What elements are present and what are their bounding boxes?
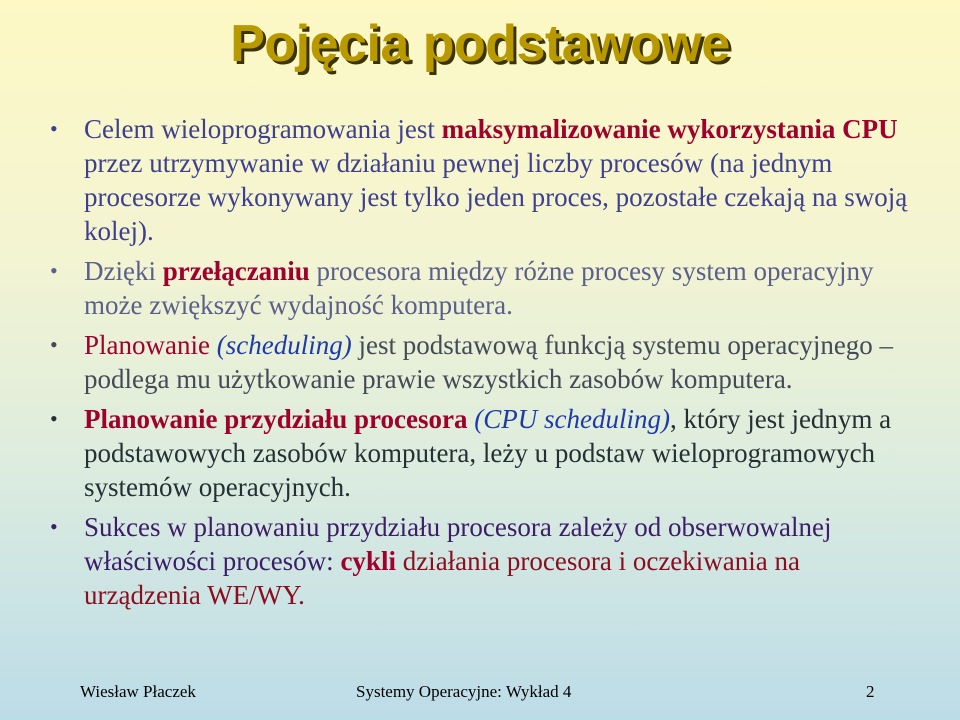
bullet-highlight: cykli <box>340 546 396 576</box>
bullet-text: procesora między różne procesy system operacyjny może zwiększyć wydajność komputera. <box>84 256 874 320</box>
bullet-icon: • <box>50 514 58 539</box>
bullet-icon: • <box>50 116 58 141</box>
bullet-highlight: przełączaniu <box>162 256 310 286</box>
bullet-text: Celem wieloprogramowania jest <box>84 114 442 144</box>
footer-page-number: 2 <box>866 682 875 701</box>
bullet-italic: (CPU scheduling) <box>474 404 670 434</box>
bullet-list <box>48 112 918 618</box>
footer-author: Wiesław Płaczek <box>80 682 196 701</box>
slide-footer <box>0 682 960 710</box>
bullet-item <box>48 402 918 504</box>
bullet-text: , który jest jednym a podstawowych zasobów komputera, leży u podstaw wieloprogramowych systemów operacyjnych. <box>84 404 892 502</box>
bullet-item <box>48 328 918 396</box>
bullet-item <box>48 254 918 322</box>
bullet-text: Dzięki <box>84 256 163 286</box>
bullet-italic: (scheduling) <box>216 330 352 360</box>
slide-title: Pojęcia podstawowe <box>230 15 730 73</box>
bullet-text: działania procesora i oczekiwania na urządzenia WE/WY. <box>84 546 800 610</box>
bullet-text: Sukces w planowaniu przydziału procesora zależy od obserwowalnej właściwości procesów: <box>84 512 832 576</box>
bullet-highlight: Planowanie przydziału procesora <box>84 404 468 434</box>
bullet-text: jest podstawową funkcją systemu operacyjnego – podlega mu użytkowanie prawie wszystkich zasobów komputera. <box>84 330 894 394</box>
bullet-icon: • <box>50 258 58 283</box>
bullet-text: przez utrzymywanie w działaniu pewnej liczby procesów (na jednym procesorze wykonywany jest tylko jeden proces, pozostałe czekają na swoją kolej). <box>84 148 908 246</box>
bullet-icon: • <box>50 406 58 431</box>
bullet-icon: • <box>50 332 58 357</box>
footer-course: Systemy Operacyjne: Wykład 4 <box>356 682 572 701</box>
bullet-item <box>48 510 918 612</box>
bullet-highlight: Planowanie <box>84 330 210 360</box>
bullet-highlight: maksymalizowanie wykorzystania CPU <box>441 114 898 144</box>
bullet-text <box>210 330 217 360</box>
bullet-item <box>48 112 918 248</box>
